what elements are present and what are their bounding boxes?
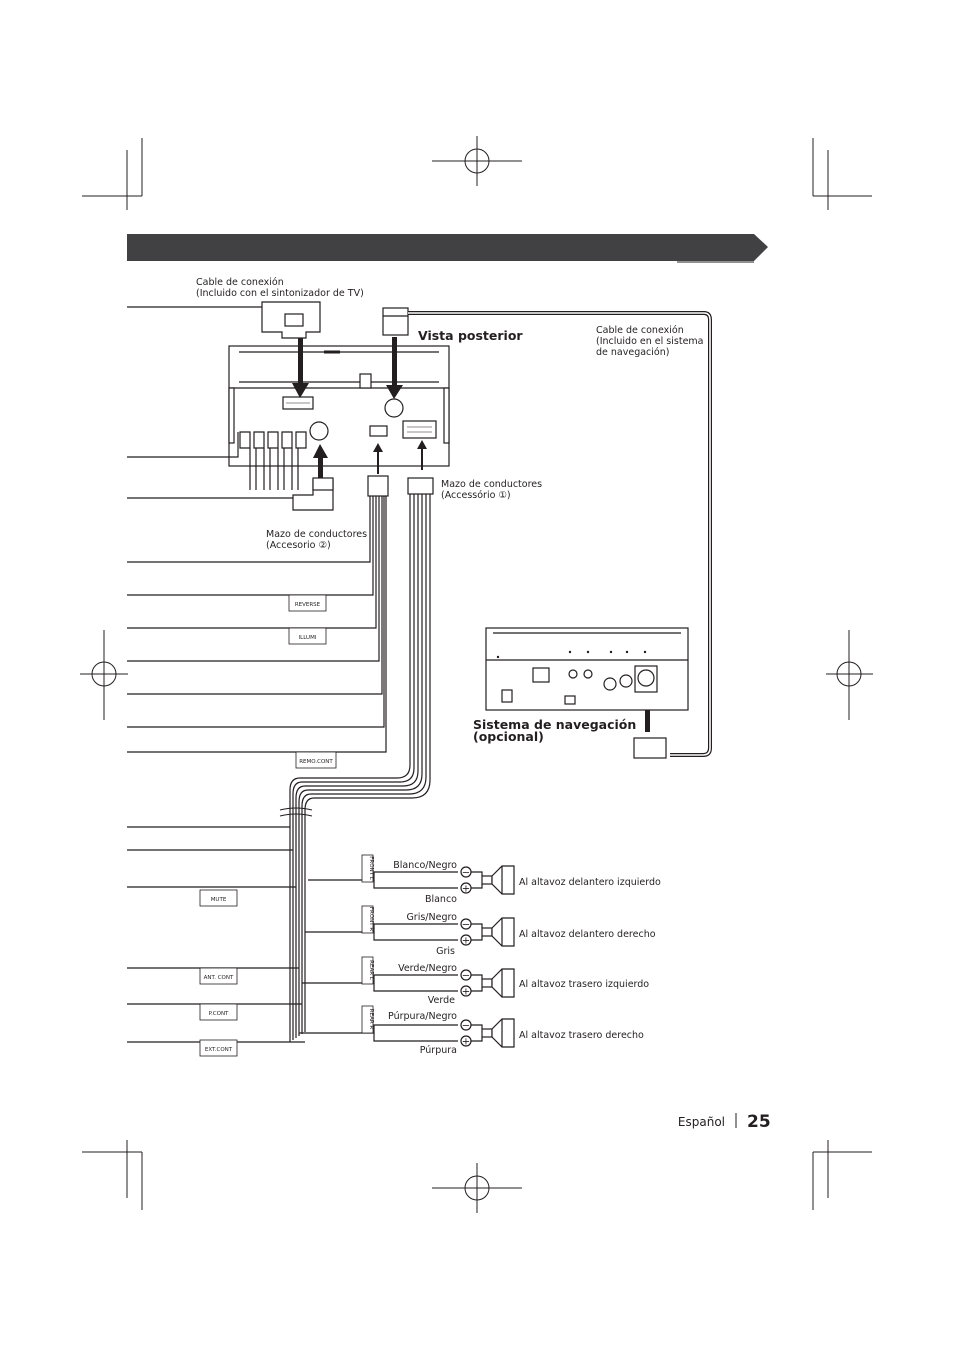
minus-symbol: − bbox=[461, 970, 471, 982]
plus-symbol: + bbox=[461, 1036, 471, 1048]
harness1-caption-1: Mazo de conductores bbox=[441, 479, 543, 490]
speaker-tag: REAR L bbox=[368, 960, 374, 980]
tag-reverse: REVERSE bbox=[294, 602, 321, 608]
harness2-caption-2: (Accesorio ②) bbox=[266, 540, 331, 551]
speaker-destination: Al altavoz trasero derecho bbox=[519, 1030, 644, 1041]
footer-language: Español bbox=[677, 1115, 725, 1129]
harness2-caption-1: Mazo de conductores bbox=[266, 529, 368, 540]
harness1-caption-2: (Accessório ①) bbox=[441, 490, 511, 501]
lower-connectors bbox=[293, 476, 433, 510]
tag-ant-cont: ANT. CONT bbox=[203, 975, 234, 981]
tv-cable-caption-2: (Incluido con el sintonizador de TV) bbox=[196, 288, 364, 299]
speaker-tag-boxes bbox=[362, 855, 373, 1033]
registration-mark-right bbox=[826, 630, 873, 720]
speaker-pos-label: Verde bbox=[427, 995, 455, 1006]
plus-symbol: + bbox=[461, 986, 471, 998]
tag-remo-cont: REMO.CONT bbox=[299, 759, 333, 765]
tv-cable-caption-1: Cable de conexión bbox=[196, 277, 284, 288]
tag-illumi: ILLUMI bbox=[298, 635, 317, 641]
wire-tag-boxes bbox=[200, 595, 336, 1056]
registration-mark-top bbox=[432, 136, 522, 186]
speaker-neg-label: Blanco/Negro bbox=[393, 860, 457, 871]
speaker-tag: FRONT R bbox=[368, 906, 374, 932]
speaker-neg-label: Gris/Negro bbox=[406, 912, 457, 923]
tag-mute: MUTE bbox=[210, 897, 227, 903]
head-unit bbox=[229, 346, 449, 466]
rear-view-title: Vista posterior bbox=[418, 328, 523, 343]
minus-symbol: − bbox=[461, 867, 471, 879]
tag-ext-cont: EXT.CONT bbox=[204, 1047, 233, 1053]
registration-mark-left bbox=[80, 630, 128, 720]
page-number: 25 bbox=[747, 1112, 771, 1132]
speaker-neg-label: Púrpura/Negro bbox=[388, 1011, 457, 1022]
registration-mark-bottom bbox=[432, 1163, 522, 1213]
speaker-pos-label: Blanco bbox=[424, 894, 457, 905]
nav-system-title-1: Sistema de navegación bbox=[473, 717, 637, 732]
tv-connector bbox=[127, 302, 320, 338]
speaker-tag: FRONT L bbox=[368, 856, 374, 880]
plus-symbol: + bbox=[461, 883, 471, 895]
speaker-destination: Al altavoz delantero derecho bbox=[519, 929, 656, 940]
speaker-neg-label: Verde/Negro bbox=[398, 963, 457, 974]
tag-p-cont: P.CONT bbox=[208, 1011, 229, 1017]
speaker-destination: Al altavoz trasero izquierdo bbox=[519, 979, 650, 990]
plus-symbol: + bbox=[461, 935, 471, 947]
speaker-pos-label: Gris bbox=[436, 946, 455, 957]
minus-symbol: − bbox=[461, 919, 471, 931]
nav-cable-caption-3: de navegación) bbox=[596, 347, 670, 358]
minus-symbol: − bbox=[461, 1020, 471, 1032]
nav-system-title-2: (opcional) bbox=[473, 729, 544, 744]
speaker-pos-label: Púrpura bbox=[419, 1045, 457, 1056]
header-bar bbox=[127, 234, 768, 261]
speaker-tag: REAR R bbox=[368, 1008, 374, 1030]
nav-cable-caption-2: (Incluido en el sistema bbox=[596, 336, 704, 347]
speaker-destination: Al altavoz delantero izquierdo bbox=[519, 877, 661, 888]
nav-cable-caption-1: Cable de conexión bbox=[596, 325, 684, 336]
